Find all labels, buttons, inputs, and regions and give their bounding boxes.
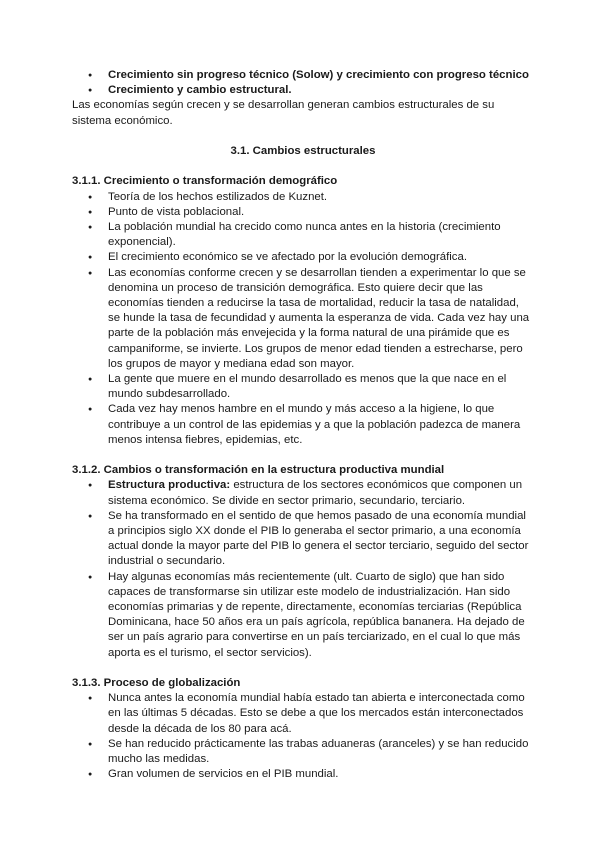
document-page (72, 68, 534, 782)
list-item: ● Gran volumen de servicios en el PIB mundial. (72, 767, 534, 782)
list-3-1-1 (72, 190, 534, 448)
list-item: ● Se ha transformado en el sentido de que hemos pasado de una economía mundial a principios siglo XX donde el PIB lo generaba el sector primario, a una economía actual donde la mayor parte del PIB lo genera el sector terciario, seguido del sector industrial o secundario. (72, 509, 534, 570)
list-item: ● Crecimiento y cambio estructural. (72, 83, 534, 98)
list-item: ● Hay algunas economías más recientemente (ult. Cuarto de siglo) que han sido capaces de transformarse sin utilizar este modelo de industrialización. Han sido economías primarias y de repente, directamente, economías terciarias (República Dominicana, hace 50 años era un país agrícola, república bananera. Ha dejado de ser un país agrario para convertirse en un país terciarizado, en el cual lo que más aporta es el turismo, el sector servicios). (72, 570, 534, 661)
section-title: 3.1. Cambios estructurales (230, 145, 376, 157)
list-item: ● Teoría de los hechos estilizados de Kuznet. (72, 190, 534, 205)
list-item: ● Se han reducido prácticamente las trabas aduaneras (aranceles) y se han reducido mucho las medidas. (72, 737, 534, 767)
list-3-1-2 (72, 478, 534, 660)
list-3-1-3 (72, 691, 534, 782)
intro-list (72, 68, 534, 98)
list-item: ● La gente que muere en el mundo desarrollado es menos que la que nace en el mundo subdesarrollado. (72, 372, 534, 402)
intro-paragraph: Las economías según crecen y se desarrollan generan cambios estructurales de su sistema económico. (72, 99, 495, 127)
heading-3-1-3: 3.1.3. Proceso de globalización (72, 677, 241, 690)
list-item: ● Cada vez hay menos hambre en el mundo y más acceso a la higiene, lo que contribuye a un control de las epidemias y a que la población padezca de manera menos intensa fiebres, epidemias, etc. (72, 402, 534, 448)
list-item: ● Nunca antes la economía mundial había estado tan abierta e interconectada como en las últimas 5 décadas. Esto se debe a que los mercados están interconectados desde la década de los 80 para acá. (72, 691, 534, 737)
list-item: ● Las economías conforme crecen y se desarrollan tienden a experimentar lo que se denomina un proceso de transición demográfica. Esto quiere decir que las economías tienden a reducirse la tasa de mortalidad, reducir la tasa de natalidad, se hunde la tasa de fecundidad y aumenta la esperanza de vida. Cada vez hay una parte de la población más envejecida y la forma natural de una pirámide que es campaniforme, se invierte. Los grupos de menor edad tienden a estrecharse, pero los grupos de mayor y mediana edad son mayor. (72, 266, 534, 372)
heading-3-1-1: 3.1.1. Crecimiento o transformación demográfico (72, 175, 338, 188)
list-item: ● Crecimiento sin progreso técnico (Solow) y crecimiento con progreso técnico (72, 68, 534, 83)
list-item: ● Punto de vista poblacional. (72, 205, 534, 220)
heading-3-1-2: 3.1.2. Cambios o transformación en la estructura productiva mundial (72, 464, 445, 477)
list-item: ● El crecimiento económico se ve afectado por la evolución demográfica. (72, 250, 534, 265)
list-item: ● La población mundial ha crecido como nunca antes en la historia (crecimiento exponencial). (72, 220, 534, 250)
list-item: ● Estructura productiva: estructura de los sectores económicos que componen un sistema económico. Se divide en sector primario, secundario, terciario. (72, 478, 534, 508)
